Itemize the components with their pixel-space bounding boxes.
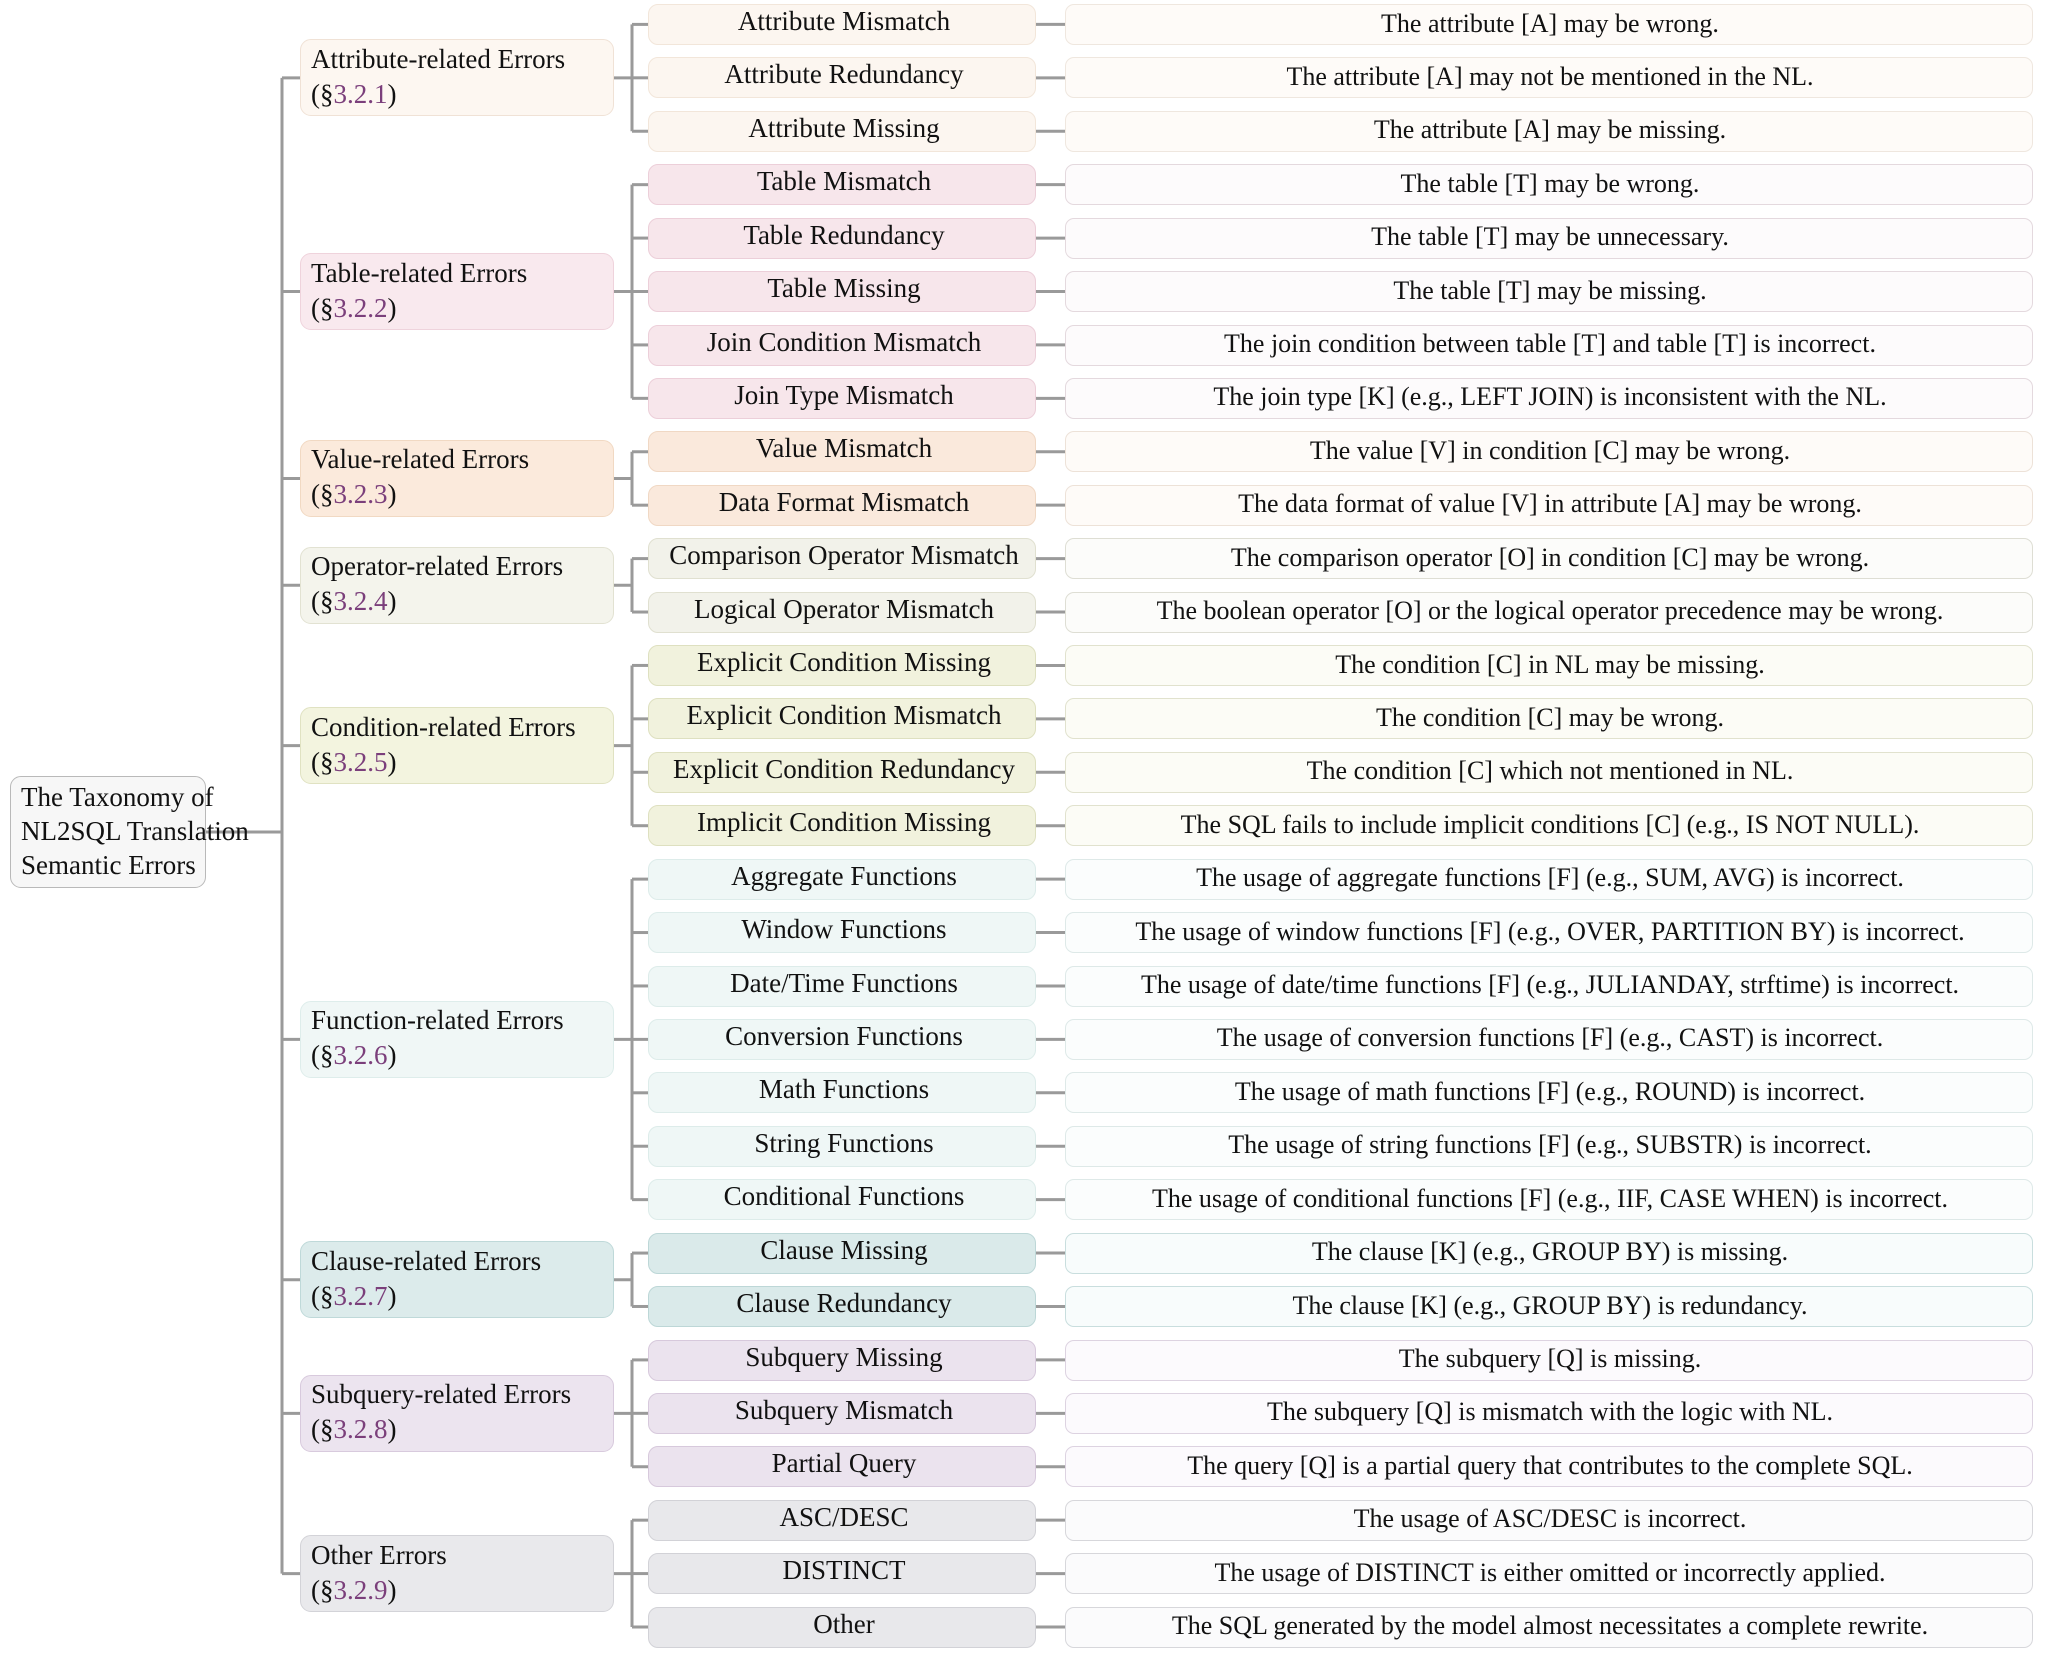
error-description-text: The subquery [Q] is missing. bbox=[1398, 1344, 1702, 1373]
error-type-node bbox=[648, 752, 1036, 793]
error-type-label: Subquery Missing bbox=[745, 1341, 943, 1372]
error-category-section bbox=[311, 77, 605, 112]
error-description-node bbox=[1065, 4, 2033, 45]
error-description-text: The join condition between table [T] and table [T] is incorrect. bbox=[1224, 329, 1876, 359]
error-description-node bbox=[1065, 1393, 2033, 1434]
error-description-text: The condition [C] in NL may be missing. bbox=[1335, 649, 1765, 679]
section-prefix: (§ bbox=[311, 746, 334, 777]
section-suffix: ) bbox=[387, 1574, 397, 1605]
error-description-text: The SQL fails to include implicit conditions [C] (e.g., IS NOT NULL). bbox=[1180, 809, 1920, 839]
section-prefix: (§ bbox=[311, 1040, 334, 1071]
error-category-title: Subquery-related Errors bbox=[311, 1379, 572, 1410]
error-type-label: Attribute Missing bbox=[748, 112, 940, 143]
section-number: 3.2.8 bbox=[333, 1414, 388, 1445]
error-description-node bbox=[1065, 431, 2033, 472]
error-description-node bbox=[1065, 1500, 2033, 1541]
section-number: 3.2.3 bbox=[333, 479, 388, 510]
error-description-node bbox=[1065, 378, 2033, 419]
error-type-node bbox=[648, 1019, 1036, 1060]
section-number: 3.2.2 bbox=[333, 292, 388, 323]
error-category-section bbox=[311, 291, 605, 326]
error-description-node bbox=[1065, 1286, 2033, 1327]
error-description-text: The attribute [A] may be wrong. bbox=[1381, 8, 1719, 38]
error-type-label: Other bbox=[813, 1608, 875, 1639]
section-suffix: ) bbox=[387, 1040, 397, 1071]
root-line-1: The Taxonomy of bbox=[21, 782, 214, 812]
error-type-node bbox=[648, 805, 1036, 846]
section-number: 3.2.5 bbox=[333, 746, 388, 777]
error-type-label: Explicit Condition Mismatch bbox=[686, 700, 1002, 731]
error-category-node bbox=[300, 1001, 614, 1078]
error-type-label: ASC/DESC bbox=[779, 1501, 909, 1532]
error-type-label: Table Redundancy bbox=[743, 219, 945, 250]
section-prefix: (§ bbox=[311, 292, 334, 323]
error-type-node bbox=[648, 1393, 1036, 1434]
error-description-node bbox=[1065, 1340, 2033, 1381]
error-description-node bbox=[1065, 57, 2033, 98]
error-type-node bbox=[648, 218, 1036, 259]
error-description-node bbox=[1065, 271, 2033, 312]
error-type-label: Clause Redundancy bbox=[736, 1288, 952, 1319]
error-description-node bbox=[1065, 1179, 2033, 1220]
section-suffix: ) bbox=[387, 292, 397, 323]
error-description-text: The usage of conversion functions [F] (e.g., CAST) is incorrect. bbox=[1216, 1023, 1884, 1053]
section-prefix: (§ bbox=[311, 586, 334, 617]
error-type-label: Join Type Mismatch bbox=[734, 379, 954, 410]
error-type-node bbox=[648, 1286, 1036, 1327]
error-description-node bbox=[1065, 966, 2033, 1007]
error-category-title: Operator-related Errors bbox=[311, 551, 564, 582]
section-suffix: ) bbox=[387, 78, 397, 109]
error-description-text: The usage of date/time functions [F] (e.g., JULIANDAY, strftime) is incorrect. bbox=[1140, 970, 1960, 1000]
root-line-3: Semantic Errors bbox=[21, 850, 196, 880]
error-category-title: Condition-related Errors bbox=[311, 711, 576, 742]
error-type-label: Attribute Redundancy bbox=[724, 59, 964, 90]
error-description-node bbox=[1065, 111, 2033, 152]
error-category-title: Attribute-related Errors bbox=[311, 43, 566, 74]
error-type-label: Conditional Functions bbox=[723, 1181, 965, 1212]
error-type-label: Math Functions bbox=[758, 1074, 930, 1105]
error-description-text: The usage of math functions [F] (e.g., ROUND) is incorrect. bbox=[1234, 1076, 1866, 1106]
error-type-node bbox=[648, 645, 1036, 686]
section-prefix: (§ bbox=[311, 1574, 334, 1605]
error-type-node bbox=[648, 378, 1036, 419]
error-category-node bbox=[300, 547, 614, 624]
error-category-node bbox=[300, 253, 614, 330]
error-type-label: Implicit Condition Missing bbox=[696, 807, 992, 838]
error-description-node bbox=[1065, 218, 2033, 259]
error-category-section bbox=[311, 1573, 605, 1608]
section-number: 3.2.9 bbox=[333, 1574, 388, 1605]
error-description-text: The table [T] may be unnecessary. bbox=[1371, 222, 1729, 252]
error-description-text: The value [V] in condition [C] may be wrong. bbox=[1309, 435, 1791, 465]
error-type-node bbox=[648, 1446, 1036, 1487]
section-number: 3.2.7 bbox=[333, 1280, 388, 1311]
error-type-label: Window Functions bbox=[741, 914, 947, 945]
error-category-node bbox=[300, 1375, 614, 1452]
error-category-title: Function-related Errors bbox=[311, 1005, 564, 1036]
error-category-section bbox=[311, 1412, 605, 1447]
error-type-node bbox=[648, 538, 1036, 579]
error-description-text: The boolean operator [O] or the logical operator precedence may be wrong. bbox=[1156, 596, 1944, 626]
error-category-title: Clause-related Errors bbox=[311, 1245, 542, 1276]
error-description-text: The comparison operator [O] in condition [C] may be wrong. bbox=[1230, 542, 1870, 572]
error-description-text: The attribute [A] may not be mentioned in the NL. bbox=[1286, 61, 1814, 91]
error-type-label: Explicit Condition Missing bbox=[696, 647, 992, 678]
error-category-node bbox=[300, 707, 614, 784]
error-description-node bbox=[1065, 859, 2033, 900]
error-type-node bbox=[648, 1340, 1036, 1381]
error-type-node bbox=[648, 1553, 1036, 1594]
error-description-node bbox=[1065, 1072, 2033, 1113]
error-description-text: The condition [C] may be wrong. bbox=[1375, 702, 1725, 732]
error-description-text: The usage of window functions [F] (e.g., OVER, PARTITION BY) is incorrect. bbox=[1135, 916, 1965, 946]
error-description-text: The subquery [Q] is mismatch with the logic with NL. bbox=[1266, 1397, 1834, 1427]
error-category-section bbox=[311, 477, 605, 512]
root-line-2: NL2SQL Translation bbox=[21, 816, 249, 846]
error-type-node bbox=[648, 912, 1036, 953]
error-description-text: The usage of ASC/DESC is incorrect. bbox=[1353, 1504, 1747, 1534]
error-type-node bbox=[648, 1500, 1036, 1541]
error-type-node bbox=[648, 271, 1036, 312]
error-description-node bbox=[1065, 1446, 2033, 1487]
root-node bbox=[10, 776, 249, 888]
error-description-node bbox=[1065, 592, 2033, 633]
error-description-text: The table [T] may be wrong. bbox=[1400, 168, 1700, 198]
section-suffix: ) bbox=[387, 1414, 397, 1445]
error-description-text: The clause [K] (e.g., GROUP BY) is missing. bbox=[1311, 1237, 1789, 1267]
error-description-text: The condition [C] which not mentioned in NL. bbox=[1306, 756, 1794, 786]
error-description-text: The usage of DISTINCT is either omitted or incorrectly applied. bbox=[1214, 1557, 1886, 1587]
error-category-node bbox=[300, 1535, 614, 1612]
error-type-node bbox=[648, 1179, 1036, 1220]
error-type-label: Partial Query bbox=[771, 1448, 917, 1479]
error-description-node bbox=[1065, 645, 2033, 686]
error-type-label: Clause Missing bbox=[760, 1234, 928, 1265]
error-type-node bbox=[648, 698, 1036, 739]
error-category-section bbox=[311, 745, 605, 780]
error-type-node bbox=[648, 859, 1036, 900]
error-type-label: Subquery Mismatch bbox=[734, 1394, 954, 1425]
error-type-node bbox=[648, 485, 1036, 526]
error-description-node bbox=[1065, 752, 2033, 793]
error-category-section bbox=[311, 1038, 605, 1073]
section-suffix: ) bbox=[387, 479, 397, 510]
section-suffix: ) bbox=[387, 586, 397, 617]
error-description-node bbox=[1065, 805, 2033, 846]
error-description-node bbox=[1065, 912, 2033, 953]
error-type-label: Attribute Mismatch bbox=[737, 6, 951, 36]
error-description-node bbox=[1065, 1233, 2033, 1274]
error-type-label: DISTINCT bbox=[782, 1555, 906, 1586]
error-type-node bbox=[648, 57, 1036, 98]
error-type-node bbox=[648, 1233, 1036, 1274]
error-category-node bbox=[300, 1241, 614, 1318]
error-type-node bbox=[648, 1072, 1036, 1113]
error-type-label: String Functions bbox=[754, 1127, 934, 1158]
error-type-node bbox=[648, 164, 1036, 205]
error-description-node bbox=[1065, 698, 2033, 739]
error-type-label: Aggregate Functions bbox=[731, 860, 957, 891]
error-description-node bbox=[1065, 538, 2033, 579]
section-suffix: ) bbox=[387, 746, 397, 777]
error-type-label: Join Condition Mismatch bbox=[706, 326, 982, 357]
error-type-label: Data Format Mismatch bbox=[718, 486, 970, 517]
error-category-title: Other Errors bbox=[311, 1539, 447, 1570]
section-prefix: (§ bbox=[311, 1280, 334, 1311]
error-description-text: The join type [K] (e.g., LEFT JOIN) is inconsistent with the NL. bbox=[1213, 382, 1887, 412]
error-description-text: The usage of aggregate functions [F] (e.g., SUM, AVG) is incorrect. bbox=[1196, 863, 1904, 893]
error-type-node bbox=[648, 111, 1036, 152]
error-type-label: Date/Time Functions bbox=[730, 967, 958, 998]
error-type-label: Conversion Functions bbox=[725, 1020, 963, 1051]
error-type-node bbox=[648, 325, 1036, 366]
section-prefix: (§ bbox=[311, 1414, 334, 1445]
error-type-node bbox=[648, 966, 1036, 1007]
error-type-label: Value Mismatch bbox=[755, 433, 933, 464]
error-category-title: Value-related Errors bbox=[311, 444, 530, 475]
error-category-node bbox=[300, 440, 614, 517]
error-description-node bbox=[1065, 1553, 2033, 1594]
error-type-node bbox=[648, 4, 1036, 45]
section-number: 3.2.4 bbox=[333, 586, 388, 617]
error-description-text: The table [T] may be missing. bbox=[1393, 275, 1707, 305]
error-category-section bbox=[311, 584, 605, 619]
error-category-node bbox=[300, 39, 614, 116]
error-category-section bbox=[311, 1279, 605, 1314]
error-type-label: Logical Operator Mismatch bbox=[694, 593, 994, 624]
section-prefix: (§ bbox=[311, 78, 334, 109]
error-description-node bbox=[1065, 164, 2033, 205]
error-description-text: The SQL generated by the model almost necessitates a complete rewrite. bbox=[1171, 1611, 1929, 1641]
error-type-label: Explicit Condition Redundancy bbox=[673, 753, 1015, 784]
error-description-text: The usage of string functions [F] (e.g., SUBSTR) is incorrect. bbox=[1228, 1130, 1872, 1160]
error-description-node bbox=[1065, 485, 2033, 526]
error-description-node bbox=[1065, 1607, 2033, 1648]
error-description-text: The usage of conditional functions [F] (e.g., IIF, CASE WHEN) is incorrect. bbox=[1151, 1183, 1949, 1213]
error-type-label: Table Mismatch bbox=[756, 166, 932, 197]
error-category-title: Table-related Errors bbox=[311, 257, 528, 288]
error-type-node bbox=[648, 592, 1036, 633]
section-prefix: (§ bbox=[311, 479, 334, 510]
error-description-text: The clause [K] (e.g., GROUP BY) is redundancy. bbox=[1292, 1290, 1808, 1320]
error-description-text: The query [Q] is a partial query that contributes to the complete SQL. bbox=[1187, 1450, 1913, 1480]
error-type-node bbox=[648, 431, 1036, 472]
error-description-node bbox=[1065, 1019, 2033, 1060]
error-type-node bbox=[648, 1126, 1036, 1167]
error-type-label: Table Missing bbox=[767, 273, 921, 304]
section-number: 3.2.1 bbox=[333, 78, 388, 109]
error-description-text: The attribute [A] may be missing. bbox=[1373, 115, 1727, 145]
error-description-node bbox=[1065, 1126, 2033, 1167]
error-description-node bbox=[1065, 325, 2033, 366]
error-type-node bbox=[648, 1607, 1036, 1648]
section-number: 3.2.6 bbox=[333, 1040, 388, 1071]
error-description-text: The data format of value [V] in attribute [A] may be wrong. bbox=[1238, 489, 1862, 519]
section-suffix: ) bbox=[387, 1280, 397, 1311]
error-type-label: Comparison Operator Mismatch bbox=[669, 540, 1019, 571]
